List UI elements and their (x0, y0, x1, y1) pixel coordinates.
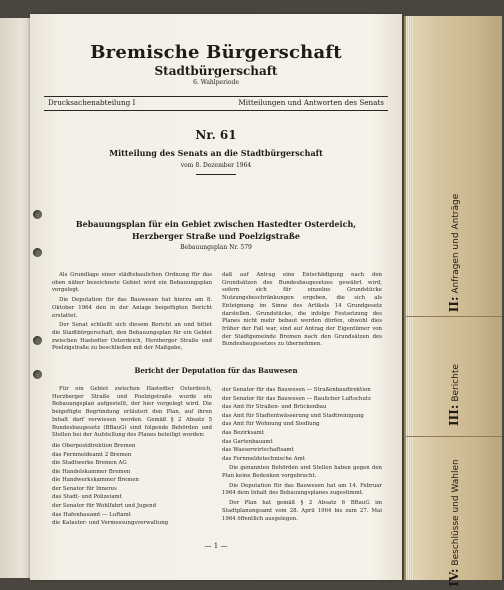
header-rule-bottom (44, 110, 388, 111)
list-item: die Oberpostdirektion Bremen (52, 442, 136, 449)
authority-list (52, 442, 212, 528)
paragraph: daß auf Antrag eine Entschädigung nach den Grundsätzen des Bundesbaugesetzes gewährt wird, sofern sich für einzelne Grundstücke Nutzungsbeschränkungen ergeben, die sich als Enteignung im Sinne des Artikels 14 Grundgesetz darstellen. Grundstücke, die infolge Festsetzung des Planes nicht mehr bebaut werden dürfen, obwohl dies früher der Fall war, sind auf Antrag der Eigentümer von der Stadtgemeinde Bremen nach den Grundsätzen des Bundesbaugesetzes zu übernehmen. (222, 272, 382, 348)
paragraph: Für ein Gebiet zwischen Hastedter Osterdeich, Herzberger Straße und Poelzigstraße wurde ein Bebauungsplan aufgestellt, der hier vorgelegt wird. Die beigefügte Begründung erläutert den Plan, auf ihren Inhalt darf verwiesen werden. Gemäß § 2 Absatz 5 Bundesbaugesetz (BBauG) sind folgende Behörden und Stellen bei der Aufstellung des Planes beteiligt worden: (52, 386, 212, 439)
list-item: das Amt für Straßen- und Brückenbau (222, 404, 327, 411)
list-item: das Bezirksamt (222, 429, 264, 436)
spine-tab-berichte[interactable] (447, 364, 461, 426)
paragraph: Die Deputation für das Bauwesen hat hierzu am 8. Oktober 1964 den in der Anlage beigefügten Bericht erstattet. (52, 297, 212, 319)
spine-tab-number: II: (447, 296, 461, 313)
paragraph: Als Grundlage einer städtebaulichen Ordnung für das oben näher bezeichnete Gebiet wird ein Bebauungsplan vorgelegt. (52, 272, 212, 294)
list-item: das Amt für Wohnung und Siedlung (222, 421, 320, 428)
header-rule-top (44, 96, 388, 97)
intro-column-left (52, 272, 212, 355)
page-stack-edge (406, 16, 414, 580)
list-item: die Handwerkskammer Bremen (52, 477, 140, 484)
punch-hole (33, 336, 42, 345)
list-item: der Senator für Inneres (52, 485, 117, 492)
paragraph: Der Senat schließt sich diesem Bericht an und bittet die Stadtbürgerschaft, den Bebauungsplan für ein Gebiet zwischen Hastedter Osterdeich, Herzberger Straße und Poelzigstraße zu beschließen mit der Maßgabe, (52, 322, 212, 352)
authority-list (222, 386, 382, 463)
list-item: die Handelskammer Bremen (52, 468, 131, 475)
report-heading: Bericht der Deputation für das Bauwesen (134, 366, 298, 375)
plan-number: Bebauungsplan Nr. 579 (180, 244, 252, 251)
spine-tab-beschluesse[interactable] (447, 459, 461, 586)
spine-tab-anfragen[interactable] (447, 194, 461, 313)
parliament-title: Bremische Bürgerschaft (90, 42, 342, 63)
document-page (30, 14, 402, 580)
list-item: das Hafenbauamt — Luftamt (52, 511, 131, 518)
spine-tab-label: Berichte (451, 364, 461, 402)
paragraph: Die genannten Behörden und Stellen haben gegen den Plan keine Bedenken vorgebracht. (222, 465, 382, 480)
spine-divider (406, 316, 502, 317)
list-item: das Stadt- und Polizeiamt (52, 494, 122, 501)
section-label: Mitteilungen und Antworten des Senats (238, 98, 384, 107)
document-number: Nr. 61 (195, 128, 237, 142)
list-item: das Fernmeldetechnische Amt (222, 455, 305, 462)
binder-spine (404, 16, 502, 587)
list-item: das Wasserwirtschaftsamt (222, 447, 294, 454)
list-item: der Senator für das Bauwesen — Baulicher Luftschutz (222, 395, 371, 402)
report-column-left (52, 386, 212, 528)
report-column-right (222, 386, 382, 525)
paragraph: Die Deputation für das Bauwesen hat am 14. Februar 1964 dem Inhalt des Bebauungsplanes zugestimmt. (222, 482, 382, 497)
spine-tab-label: Beschlüsse und Wahlen (451, 459, 461, 566)
intro-column-right (222, 272, 382, 351)
list-item: das Fernmeldeamt 2 Bremen (52, 451, 132, 458)
list-item: die Stadtwerke Bremen AG (52, 460, 127, 467)
list-item: die Kataster- und Vermessungsverwaltung (52, 520, 169, 527)
paragraph: Der Plan hat gemäß § 2 Absatz 6 BBauG im Stadtplanungsamt vom 28. April 1964 bis zum 27. Mai 1964 öffentlich ausgelegen. (222, 500, 382, 522)
parliament-subtitle: Stadtbürgerschaft (154, 64, 278, 78)
list-item: der Senator für Wohlfahrt und Jugend (52, 503, 157, 510)
short-rule (196, 174, 236, 175)
page-number: — 1 — (204, 542, 228, 550)
spine-tab-number: IV: (447, 568, 461, 587)
list-item: das Amt für Stadtentwässerung und Stadtreinigung (222, 412, 364, 419)
communication-title: Mitteilung des Senats an die Stadtbürgerschaft (109, 148, 323, 158)
list-item: das Gartenbauamt (222, 438, 273, 445)
legislative-period: 6. Wahlperiode (193, 79, 239, 86)
document-date: vom 8. Dezember 1964 (180, 162, 252, 169)
spine-tab-label: Anfragen und Anträge (451, 193, 461, 294)
plan-title: Bebauungsplan für ein Gebiet zwischen Hastedter Osterdeich, Herzberger Straße und Poelzigstraße (75, 219, 357, 241)
spine-tab-number: III: (447, 404, 461, 426)
list-item: der Senator für das Bauwesen — Straßenbaudirektion (222, 387, 371, 393)
spine-divider (406, 436, 502, 437)
department-label: Drucksachenabteilung I (48, 98, 136, 107)
